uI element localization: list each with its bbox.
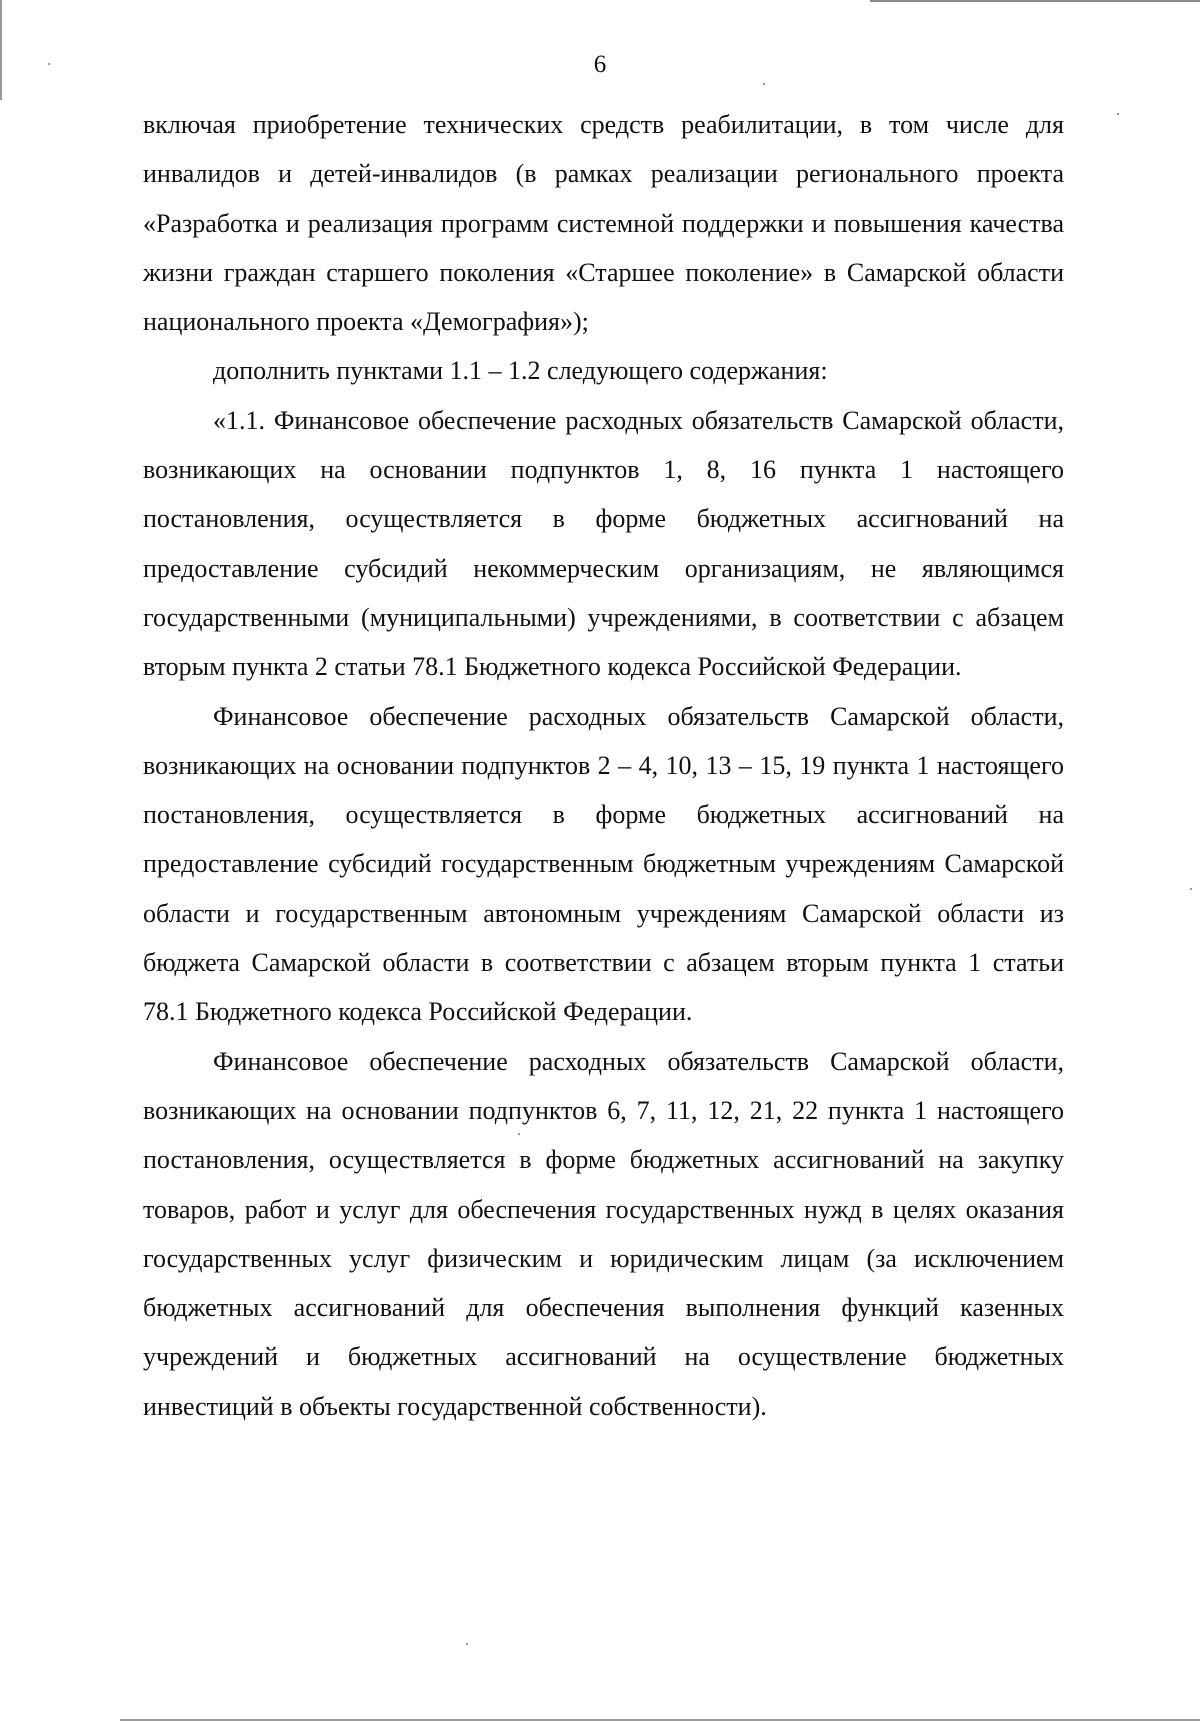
page-number: 6 (593, 51, 607, 78)
paragraph-financing-3: Финансовое обеспечение расходных обязательств Самарской области, возникающих на основании подпунктов 6, 7, 11, 12, 21, 22 пункта 1 настоящего постановления, осуществляется в форме бюджетных ассигнований на закупку товаров, работ и услуг для обеспечения государственных нужд в целях оказания государственных услуг физическим и юридическим лицам (за исключением бюджетных ассигнований для обеспечения выполнения функций казенных учреждений и бюджетных ассигнований на осуществление бюджетных инвестиций в объекты государственной собственности). (143, 1046, 1064, 1421)
paragraph-amendment-intro: дополнить пунктами 1.1 – 1.2 следующего содержания: (213, 356, 828, 386)
paragraph-1-1: «1.1. Финансовое обеспечение расходных обязательств Самарской области, возникающих на основании подпунктов 1, 8, 16 пункта 1 настоящего постановления, осуществляется в форме бюджетных ассигнований на предоставление субсидий некоммерческим организациям, не являющимся государственными (муниципальными) учреждениями, в соответствии с абзацем вторым пункта 2 статьи 78.1 Бюджетного кодекса Российской Федерации. (143, 405, 1064, 682)
document-body (143, 100, 1064, 1431)
scan-edge-top (870, 0, 1200, 2)
scan-speck (763, 83, 765, 85)
scan-speck (1190, 888, 1192, 890)
scan-speck (466, 1643, 468, 1645)
paragraph-financing-2: Финансовое обеспечение расходных обязательств Самарской области, возникающих на основании подпунктов 2 – 4, 10, 13 – 15, 19 пункта 1 настоящего постановления, осуществляется в форме бюджетных ассигнований на предоставление субсидий государственным бюджетным учреждениям Самарской области и государственным автономным учреждениям Самарской области из бюджета Самарской области в соответствии с абзацем вторым пункта 1 статьи 78.1 Бюджетного кодекса Российской Федерации. (143, 701, 1064, 1027)
scan-speck (1117, 113, 1119, 115)
paragraph-continuation: включая приобретение технических средств реабилитации, в том числе для инвалидов и детей-инвалидов (в рамках реализации регионального проекта «Разработка и реализация программ системной поддержки и повышения качества жизни граждан старшего поколения «Старшее поколение» в Самарской области национального проекта «Демография»); (143, 110, 1064, 337)
